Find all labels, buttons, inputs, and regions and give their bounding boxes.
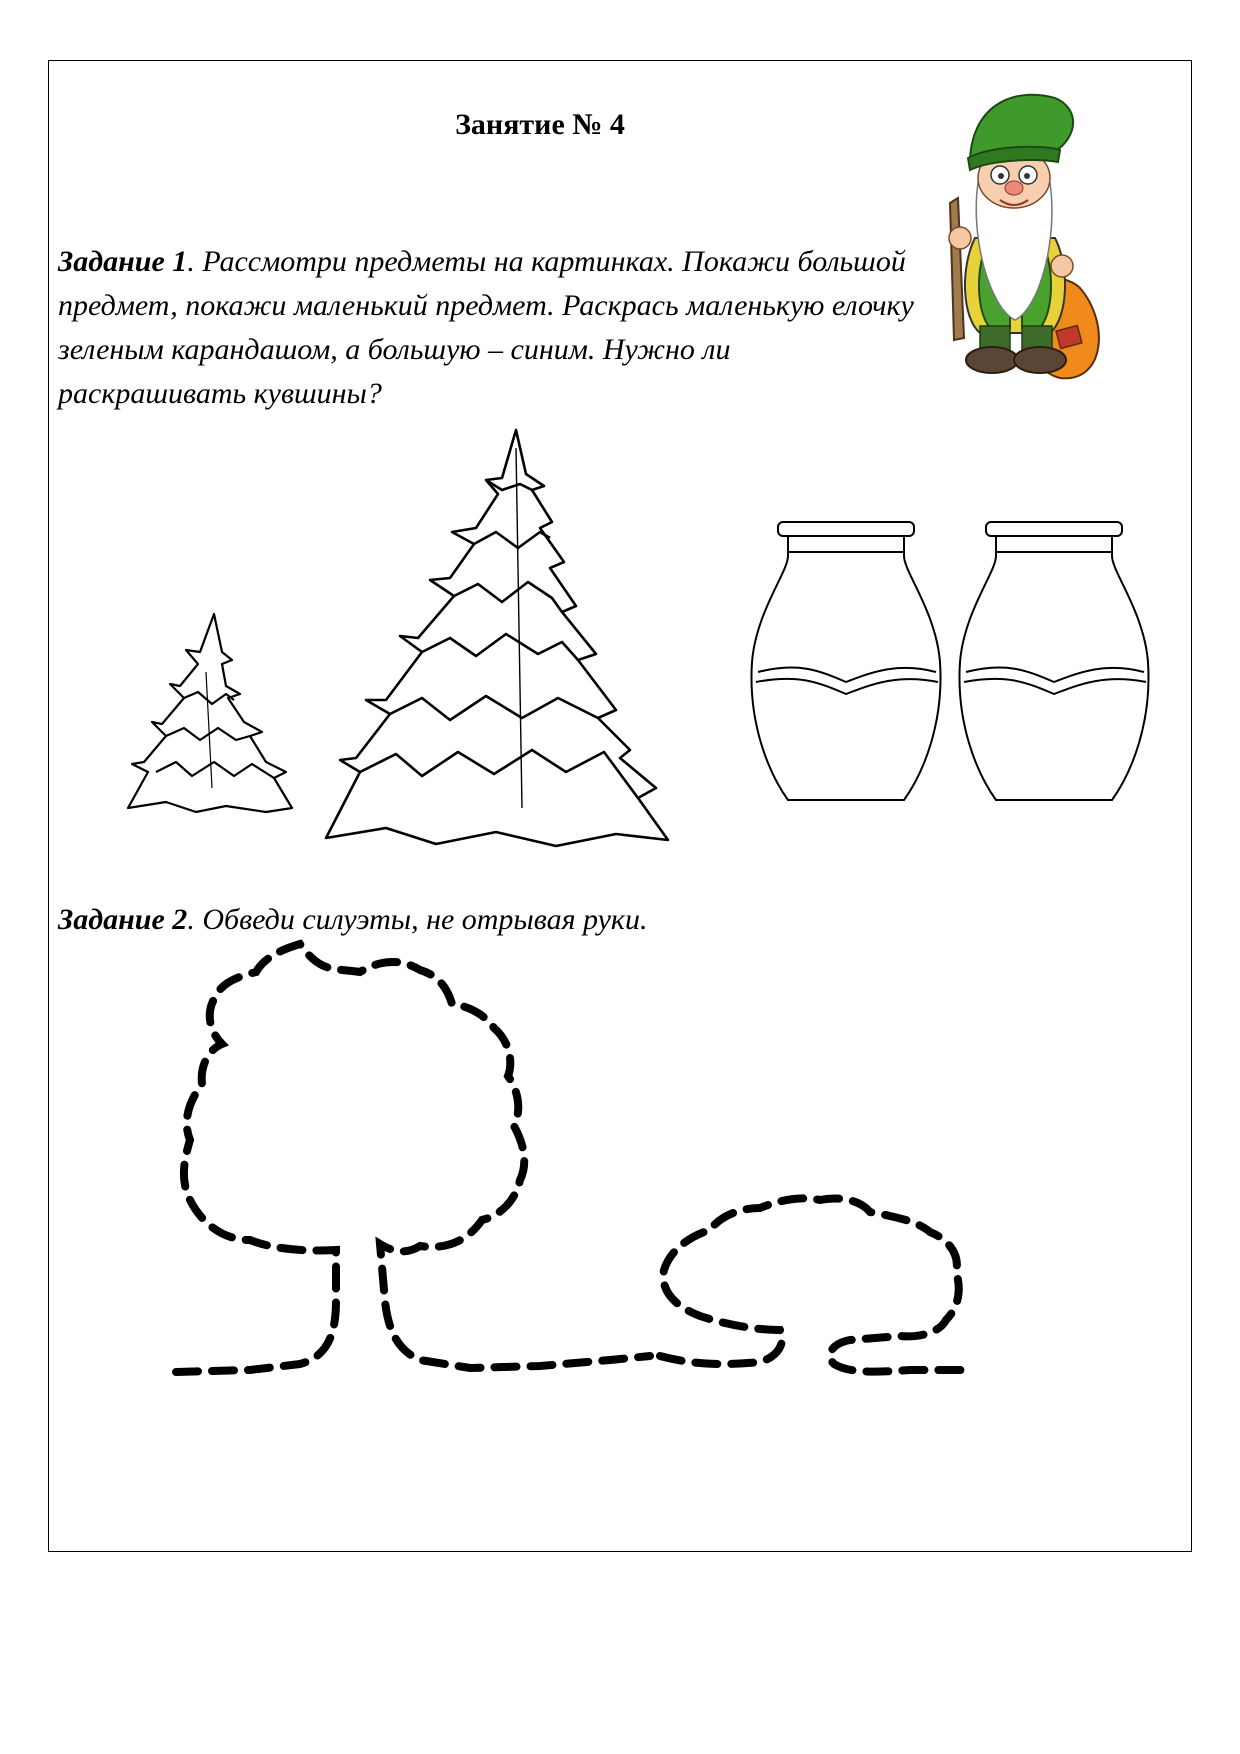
task-1-text: . Рассмотри предметы на картинках. Покажи большой предмет, покажи маленький предмет. Раскрась маленькую елочку зеленым карандашом, а большую – синим. Нужно ли раскрашивать кувшины? bbox=[58, 245, 914, 410]
dashed-bush-outline bbox=[660, 1198, 970, 1371]
task-2-text: . Обведи силуэты, не отрывая руки. bbox=[187, 903, 648, 936]
task-1-label: Задание 1 bbox=[58, 245, 188, 278]
dashed-tree-outline bbox=[176, 944, 650, 1372]
task-2-label: Задание 2 bbox=[58, 903, 188, 936]
lesson-title: Занятие № 4 bbox=[455, 108, 625, 141]
